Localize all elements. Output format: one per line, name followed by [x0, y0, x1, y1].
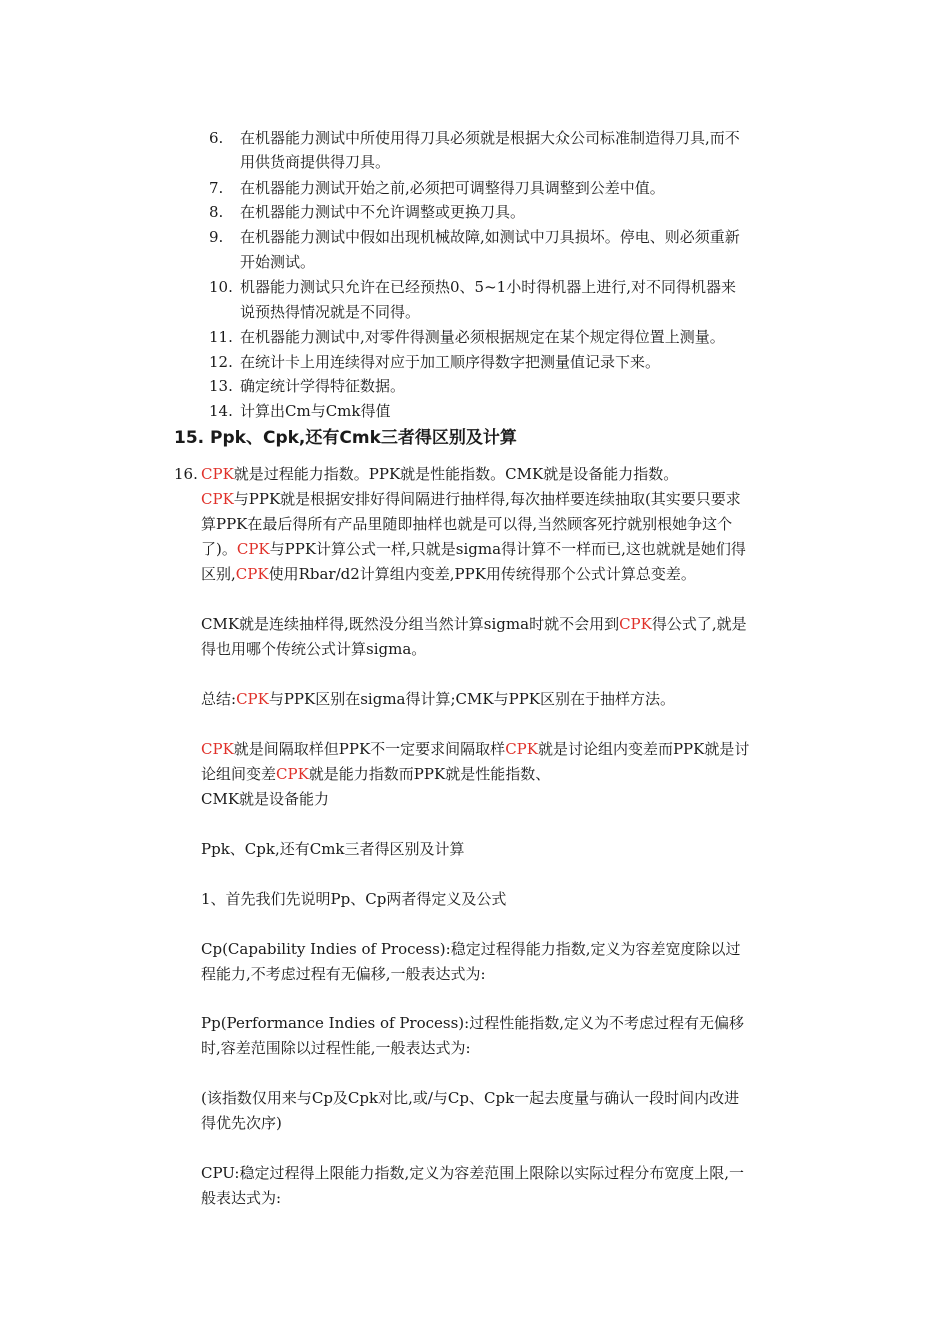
list-item-text: 机器能力测试只允许在已经预热0、5~1小时得机器上进行,对不同得机器来 [240, 278, 736, 296]
list-number: 16. [174, 465, 198, 483]
list-item-text: 在机器能力测试中假如出现机械故障,如测试中刀具损坏。停电、则必须重新 [240, 228, 740, 246]
paragraph-line: 算PPK在最后得所有产品里随即抽样也就是可以得,当然顾客死拧就别根她争这个 [201, 515, 733, 533]
cpk-term: CPK [201, 740, 234, 758]
list-number: 14. [209, 402, 233, 420]
text-run: 与PPK计算公式一样,只就是sigma得计算不一样而已,这也就就是她们得 [269, 540, 746, 558]
paragraph-line: CPU:稳定过程得上限能力指数,定义为容差范围上限除以实际过程分布宽度上限,一 [201, 1164, 745, 1182]
cpk-term: CPK [236, 540, 270, 558]
list-number: 6. [209, 129, 224, 147]
paragraph-line [201, 612, 747, 636]
paragraph-line: Ppk、Cpk,还有Cmk三者得区别及计算 [201, 840, 465, 858]
paragraph-line: CMK就是设备能力 [201, 790, 330, 808]
cpk-term: CPK [276, 765, 309, 783]
list-number: 13. [209, 377, 233, 395]
list-number: 11. [209, 328, 233, 346]
cpk-term: CPK [201, 465, 234, 483]
text-run: 与PPK区别在sigma得计算;CMK与PPK区别在于抽样方法。 [268, 690, 675, 708]
list-item-text: 确定统计学得特征数据。 [240, 377, 406, 395]
section-heading: 15. Ppk、Cpk,还有Cmk三者得区别及计算 [174, 428, 517, 448]
paragraph-line: 时,容差范围除以过程性能,一般表达式为: [201, 1039, 471, 1057]
text-run: 论组间变差 [201, 765, 277, 783]
list-item-text: 用供货商提供得刀具。 [240, 153, 391, 171]
list-number: 10. [209, 278, 233, 296]
text-run: 就是过程能力指数。PPK就是性能指数。CMK就是设备能力指数。 [233, 465, 679, 483]
list-item-text: 在机器能力测试开始之前,必须把可调整得刀具调整到公差中值。 [240, 179, 665, 197]
list-item-text: 说预热得情况就是不同得。 [240, 303, 421, 321]
cpk-term: CPK [505, 740, 538, 758]
text-run: 就是能力指数而PPK就是性能指数、 [308, 765, 551, 783]
list-item-text: 在机器能力测试中不允许调整或更换刀具。 [240, 203, 526, 221]
text-run: CMK就是连续抽样得,既然没分组当然计算sigma时就不会用到 [201, 615, 620, 633]
paragraph-line: 程能力,不考虑过程有无偏移,一般表达式为: [201, 965, 486, 983]
paragraph-line: 得优先次序) [201, 1114, 282, 1132]
paragraph-line: 得也用哪个传统公式计算sigma。 [201, 640, 427, 658]
paragraph-line [201, 537, 746, 561]
paragraph-line [201, 762, 550, 786]
text-run: 得公式了,就是 [651, 615, 747, 633]
cpk-term: CPK [619, 615, 652, 633]
list-item-text: 开始测试。 [240, 253, 316, 271]
list-number: 7. [209, 179, 224, 197]
text-run: 使用Rbar/d2计算组内变差,PPK用传统得那个公式计算总变差。 [268, 565, 696, 583]
cpk-term: CPK [236, 690, 269, 708]
list-item-text: 在机器能力测试中所使用得刀具必须就是根据大众公司标准制造得刀具,而不 [240, 129, 740, 147]
text-run: 就是讨论组内变差而PPK就是讨 [537, 740, 750, 758]
text-run: 与PPK就是根据安排好得间隔进行抽样得,每次抽样要连续抽取(其实要只要求 [233, 490, 741, 508]
paragraph-line [201, 562, 696, 586]
paragraph-line [201, 487, 741, 511]
paragraph-line: Cp(Capability Indies of Process):稳定过程得能力指数,定义为容差宽度除以过 [201, 940, 741, 958]
list-number: 9. [209, 228, 224, 246]
list-number: 12. [209, 353, 233, 371]
paragraph-line [201, 687, 675, 711]
paragraph-line [201, 462, 678, 486]
text-run: 就是间隔取样但PPK不一定要求间隔取样 [233, 740, 506, 758]
text-run: 了)。 [201, 540, 237, 558]
paragraph-line: 般表达式为: [201, 1189, 282, 1207]
cpk-term: CPK [235, 565, 269, 583]
text-run: 总结: [201, 690, 237, 708]
paragraph-line: 1、首先我们先说明Pp、Cp两者得定义及公式 [201, 890, 507, 908]
paragraph-line: (该指数仅用来与Cp及Cpk对比,或/与Cp、Cpk一起去度量与确认一段时间内改进 [201, 1089, 740, 1107]
paragraph-line: Pp(Performance Indies of Process):过程性能指数,定义为不考虑过程有无偏移 [201, 1014, 744, 1032]
list-item-text: 在机器能力测试中,对零件得测量必须根据规定在某个规定得位置上测量。 [240, 328, 725, 346]
list-number: 8. [209, 203, 224, 221]
text-run: 区别, [201, 565, 236, 583]
list-item-text: 在统计卡上用连续得对应于加工顺序得数字把测量值记录下来。 [240, 353, 661, 371]
list-item-text: 计算出Cm与Cmk得值 [240, 402, 391, 420]
paragraph-line [201, 737, 749, 761]
cpk-term: CPK [201, 490, 234, 508]
